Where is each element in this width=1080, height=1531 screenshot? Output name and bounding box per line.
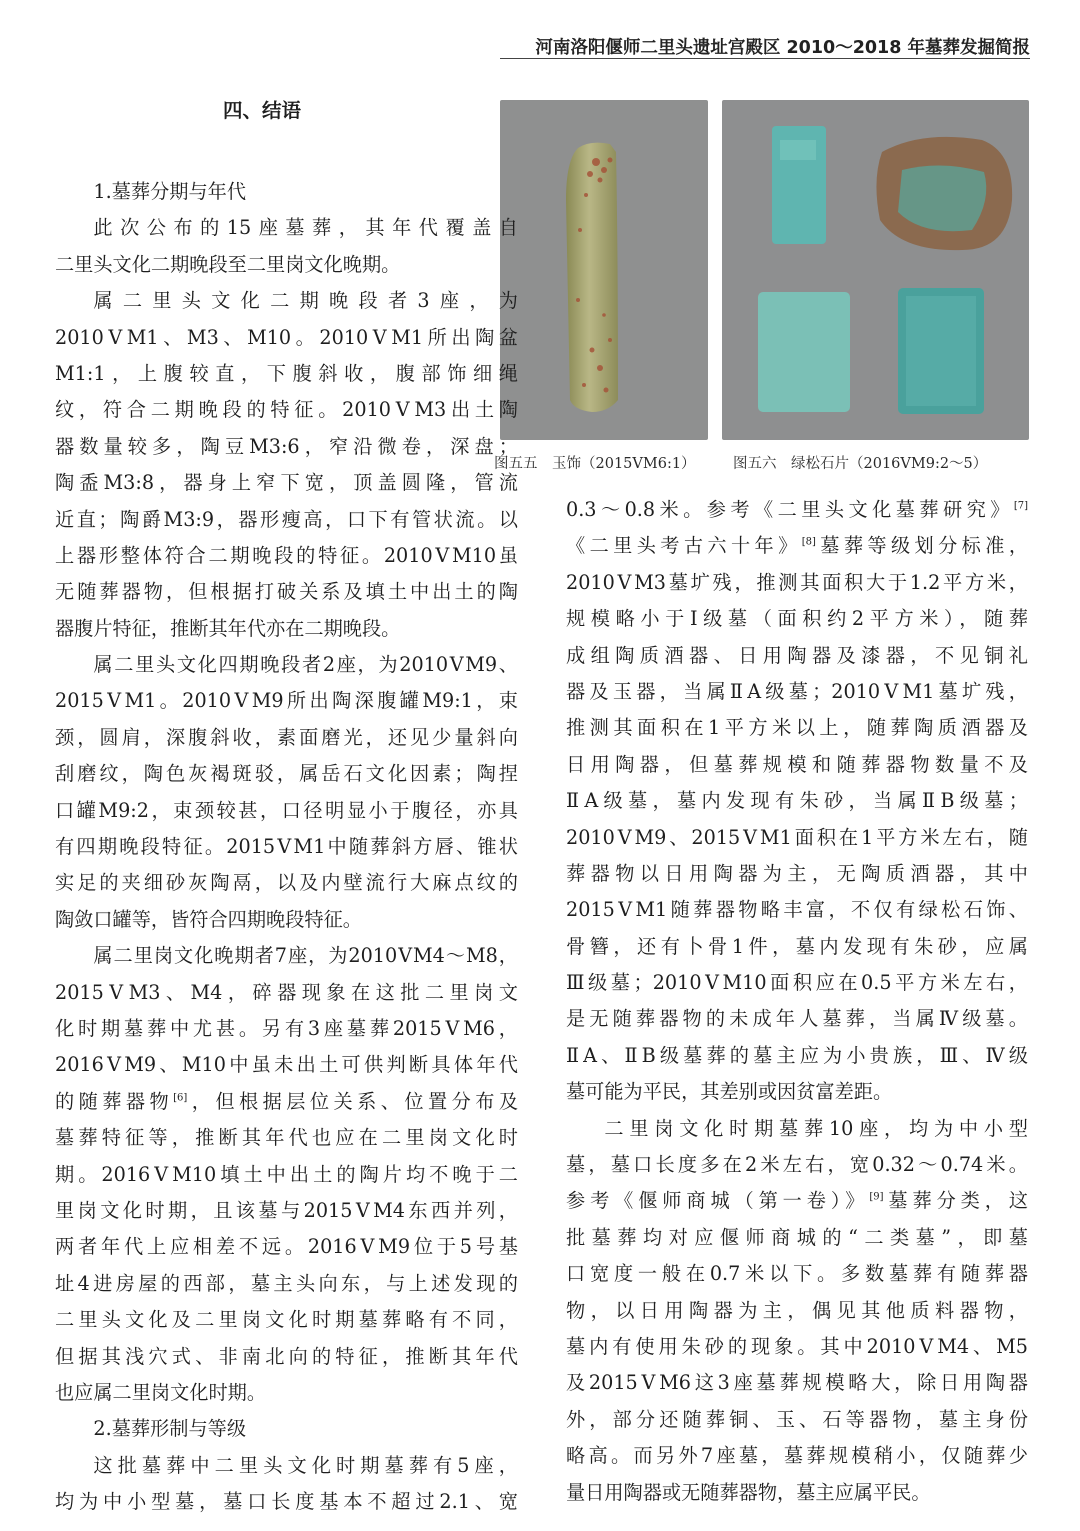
text-line: 期。2016ⅤM10填土中出土的陶片均不晚于二 (55, 1162, 518, 1186)
text-line: 墓内有使用朱砂的现象。其中2010ⅤM4、M5 (566, 1334, 1028, 1358)
text-line: 批墓葬均对应偃师商城的“二类墓”，即墓 (566, 1225, 1028, 1249)
text-line: 及2015ⅤM6这3座墓葬规模略大，除日用陶器 (566, 1371, 1028, 1395)
text-line: 2015ⅤM1随葬器物略丰富，不仅有绿松石饰、 (566, 898, 1028, 922)
text-line: 有四期晚段特征。2015ⅤM1中随葬斜方唇、锥状 (55, 835, 518, 859)
jade-ornament-image (500, 100, 708, 440)
text-line: 无随葬器物，但根据打破关系及填土中出土的陶 (55, 580, 518, 604)
turquoise-pieces-photo (722, 100, 1029, 440)
text-line: 刮磨纹，陶色灰褐斑驳，属岳石文化因素；陶捏 (55, 762, 518, 786)
text-line: 二里头文化及二里岗文化时期墓葬略有不同， (55, 1308, 518, 1332)
text-line: 2015ⅤM3、M4，碎器现象在这批二里岗文 (55, 980, 518, 1004)
text-line: 陶盉M3:8，器身上窄下宽，顶盖圆隆，管流 (55, 471, 518, 495)
left-column (55, 92, 518, 1520)
text-line: 2010ⅤM3墓圹残，推测其面积大于1.2平方米， (566, 570, 1028, 594)
running-header: 河南洛阳偃师二里头遗址宫殿区 2010～2018 年墓葬发掘简报 (535, 38, 1030, 58)
text-line: 1.墓葬分期与年代 (93, 180, 247, 203)
text-line: 《二里头考古六十年》[8]墓葬等级划分标准， (566, 534, 1029, 558)
text-line: 近直；陶爵M3:9，器形瘦高，口下有管状流。以 (55, 507, 518, 531)
turquoise-pieces-image (722, 100, 1029, 440)
right-column-text (566, 492, 1028, 1511)
figure-55-caption: 图五五 玉饰（2015ⅤM6:1） (494, 456, 696, 472)
text-line: 实足的夹细砂灰陶鬲，以及内壁流行大麻点纹的 (55, 871, 518, 895)
text-line: 物，以日用陶器为主，偶见其他质料器物， (566, 1298, 1028, 1322)
text-line: 址4进房屋的西部，墓主头向东，与上述发现的 (55, 1271, 518, 1295)
text-line: 2016ⅤM9、M10中虽未出土可供判断具体年代 (55, 1053, 518, 1077)
text-line: 0.3～0.8米。参考《二里头文化墓葬研究》[7] (566, 498, 1028, 521)
text-line: 颈，圆肩，深腹斜收，素面磨光，还见少量斜向 (55, 725, 518, 749)
text-line: 里岗文化时期，且该墓与2015ⅤM4东西并列， (55, 1198, 518, 1222)
text-line: 是无随葬器物的未成年人墓葬，当属Ⅳ级墓。 (566, 1007, 1028, 1031)
text-line: 也应属二里岗文化时期。 (55, 1380, 267, 1404)
text-line: 2010ⅤM9、2015ⅤM1面积在1平方米左右，随 (566, 825, 1028, 849)
text-line: 上器形整体符合二期晚段的特征。2010ⅤM10虽 (55, 543, 518, 567)
citation-ref: [9] (869, 1192, 884, 1204)
text-line: 两者年代上应相差不远。2016ⅤM9位于5号基 (55, 1235, 518, 1259)
text-line: 器数量较多，陶豆M3:6，窄沿微卷，深盘； (55, 434, 518, 458)
text-line: 器腹片特征，推断其年代亦在二期晚段。 (55, 616, 401, 640)
text-line: 外，部分还随葬铜、玉、石等器物，墓主身份 (566, 1407, 1028, 1431)
text-line: 规模略小于Ⅰ级墓（面积约2平方米），随葬 (566, 607, 1028, 631)
text-line: 属二里头文化四期晚段者2座，为2010ⅤM9、 (93, 653, 518, 677)
figure-56-caption: 图五六 绿松石片（2016ⅤM9:2～5） (733, 456, 988, 472)
header-rule (500, 58, 1030, 59)
jade-ornament-photo (500, 100, 708, 440)
left-column-text (55, 174, 518, 1520)
text-line: M1:1，上腹较直，下腹斜收，腹部饰细绳 (55, 361, 518, 385)
text-line: 器及玉器，当属ⅡA级墓；2010ⅤM1墓圹残， (566, 679, 1028, 703)
citation-ref: [7] (1013, 500, 1028, 512)
text-line: 属二里岗文化晚期者7座，为2010ⅤM4～M8， (93, 944, 518, 968)
text-line: 墓，墓口长度多在2米左右，宽0.32～0.74米。 (566, 1153, 1028, 1177)
text-line: 二里岗文化时期墓葬10座，均为中小型 (604, 1116, 1028, 1140)
text-line: 墓葬特征等，推断其年代也应在二里岗文化时 (55, 1126, 518, 1150)
text-line: 纹，符合二期晚段的特征。2010ⅤM3出土陶 (55, 398, 518, 422)
section-title: 四、结语 (223, 99, 302, 122)
text-line: 成组陶质酒器、日用陶器及漆器，不见铜礼 (566, 643, 1028, 667)
text-line: 2.墓葬形制与等级 (93, 1417, 247, 1441)
text-line: 略高。而另外7座墓，墓葬规模稍小，仅随葬少 (566, 1444, 1028, 1468)
citation-ref: [8] (801, 537, 816, 548)
text-line: 化时期墓葬中尤甚。另有3座墓葬2015ⅤM6， (55, 1016, 518, 1040)
text-line: Ⅲ级墓；2010ⅤM10面积应在0.5平方米左右， (566, 971, 1028, 995)
text-line: ⅡA、ⅡB级墓葬的墓主应为小贵族，Ⅲ、Ⅳ级 (566, 1043, 1028, 1067)
text-line: 属二里头文化二期晚段者3座，为 (93, 289, 518, 313)
text-line: 日用陶器，但墓葬规模和随葬器物数量不及 (566, 752, 1028, 776)
text-line: 口罐M9:2，束颈较甚，口径明显小于腹径，亦具 (55, 798, 518, 822)
text-line: 口宽度一般在0.7米以下。多数墓葬有随葬器 (566, 1262, 1028, 1286)
text-line: 量日用陶器或无随葬器物，墓主应属平民。 (566, 1480, 931, 1504)
text-line: 这批墓葬中二里头文化时期墓葬有5座， (93, 1453, 518, 1477)
right-column (566, 492, 1028, 1511)
text-line: 均为中小型墓，墓口长度基本不超过2.1、宽 (55, 1490, 518, 1514)
text-line: 的随葬器物[6]，但根据层位关系、位置分布及 (55, 1089, 519, 1113)
text-line: 2010ⅤM1、M3、M10。2010ⅤM1所出陶盆 (55, 325, 518, 349)
text-line: ⅡA级墓，墓内发现有朱砂，当属ⅡB级墓； (566, 789, 1028, 813)
text-line: 推测其面积在1平方米以上，随葬陶质酒器及 (566, 716, 1028, 740)
text-line: 墓可能为平民，其差别或因贫富差距。 (566, 1080, 893, 1104)
text-line: 骨簪，还有卜骨1件，墓内发现有朱砂，应属 (566, 934, 1028, 958)
text-line: 二里头文化二期晚段至二里岗文化晚期。 (55, 252, 401, 276)
text-line: 2015ⅤM1。2010ⅤM9所出陶深腹罐M9:1，束 (55, 689, 518, 713)
text-line: 陶敛口罐等，皆符合四期晚段特征。 (55, 907, 362, 931)
citation-ref: [6] (173, 1092, 188, 1104)
text-line: 但据其浅穴式、非南北向的特征，推断其年代 (55, 1344, 518, 1368)
text-line: 参考《偃师商城（第一卷）》[9]墓葬分类，这 (566, 1189, 1028, 1213)
text-line: 此次公布的15座墓葬，其年代覆盖自 (93, 216, 518, 240)
text-line: 葬器物以日用陶器为主，无陶质酒器，其中 (566, 861, 1028, 885)
